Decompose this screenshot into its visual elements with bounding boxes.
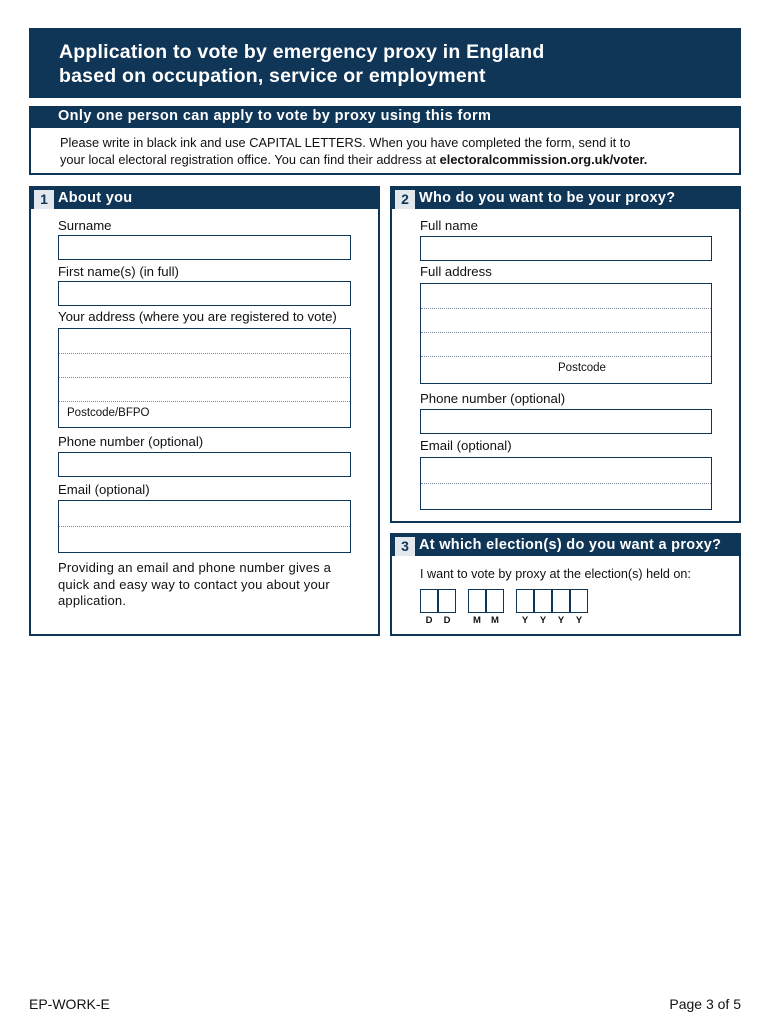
form-title-line2: based on occupation, service or employment	[59, 65, 486, 87]
electoral-commission-link[interactable]: electoralcommission.org.uk/voter.	[439, 151, 648, 167]
section1-number: 1	[34, 190, 54, 209]
notice-instructions	[29, 127, 741, 175]
section-about-you	[29, 186, 380, 636]
surname-field[interactable]	[58, 235, 351, 260]
proxy-email-field[interactable]	[420, 457, 712, 510]
phone-label: Phone number (optional)	[58, 434, 204, 449]
date-day-digit-2[interactable]	[438, 589, 456, 613]
date-letter: Y	[521, 615, 529, 626]
section3-number: 3	[395, 537, 415, 556]
date-letter: Y	[539, 615, 547, 626]
surname-label: Surname	[58, 218, 112, 233]
proxy-address-line-divider	[421, 356, 711, 357]
phone-field[interactable]	[58, 452, 351, 477]
section2-number: 2	[395, 190, 415, 209]
date-letter: Y	[575, 615, 583, 626]
proxy-phone-field[interactable]	[420, 409, 712, 434]
proxy-full-name-field[interactable]	[420, 236, 712, 261]
notice-line2	[60, 152, 739, 169]
date-letter: Y	[557, 615, 565, 626]
date-month-digit-2[interactable]	[486, 589, 504, 613]
proxy-email-line-divider	[421, 483, 711, 484]
proxy-address-line-divider	[421, 332, 711, 333]
proxy-full-name-label: Full name	[420, 218, 478, 233]
form-title-banner	[29, 28, 741, 98]
date-year-digit-1[interactable]	[516, 589, 534, 613]
section-elections	[390, 533, 741, 636]
form-title-line1: Application to vote by emergency proxy in England	[59, 41, 545, 63]
form-code: EP-WORK-E	[29, 996, 110, 1012]
address-field[interactable]	[58, 328, 351, 428]
email-label: Email (optional)	[58, 482, 150, 497]
date-letter: M	[473, 615, 481, 626]
first-names-field[interactable]	[58, 281, 351, 306]
date-letter: D	[443, 615, 451, 626]
section1-title: About you	[58, 190, 133, 206]
address-line-divider	[59, 353, 350, 354]
page-number: Page 3 of 5	[669, 996, 741, 1012]
proxy-postcode-label: Postcode	[558, 362, 606, 374]
proxy-phone-label: Phone number (optional)	[420, 391, 566, 406]
proxy-address-field[interactable]	[420, 283, 712, 384]
contact-note: Providing an email and phone number gives a quick and easy way to contact you about your application.	[58, 560, 332, 608]
date-year-digit-2[interactable]	[534, 589, 552, 613]
date-year-digit-4[interactable]	[570, 589, 588, 613]
proxy-address-line-divider	[421, 308, 711, 309]
address-line-divider	[59, 377, 350, 378]
date-year-digit-3[interactable]	[552, 589, 570, 613]
date-letter: M	[491, 615, 499, 626]
section-proxy	[390, 186, 741, 523]
notice-line1: Please write in black ink and use CAPITAL LETTERS. When you have completed the form, send it to	[60, 135, 631, 150]
address-label: Your address (where you are registered to vote)	[58, 309, 337, 324]
section1-header	[31, 188, 378, 209]
section2-header	[392, 188, 739, 209]
email-line-divider	[59, 526, 350, 527]
election-date-prompt: I want to vote by proxy at the election(s) held on:	[420, 567, 691, 581]
section2-title: Who do you want to be your proxy?	[419, 190, 676, 206]
postcode-bfpo-label: Postcode/BFPO	[67, 407, 150, 419]
date-day-digit-1[interactable]	[420, 589, 438, 613]
section3-title: At which election(s) do you want a proxy?	[419, 537, 722, 553]
section3-header	[392, 535, 739, 556]
first-names-label: First name(s) (in full)	[58, 264, 179, 279]
notice-line2-prefix: your local electoral registration office. You can find their address at	[60, 151, 440, 167]
date-month-digit-1[interactable]	[468, 589, 486, 613]
proxy-email-label: Email (optional)	[420, 438, 512, 453]
email-field[interactable]	[58, 500, 351, 553]
proxy-address-label: Full address	[420, 264, 492, 279]
address-line-divider	[59, 401, 350, 402]
notice-heading: Only one person can apply to vote by proxy using this form	[29, 106, 741, 128]
date-letter: D	[425, 615, 433, 626]
